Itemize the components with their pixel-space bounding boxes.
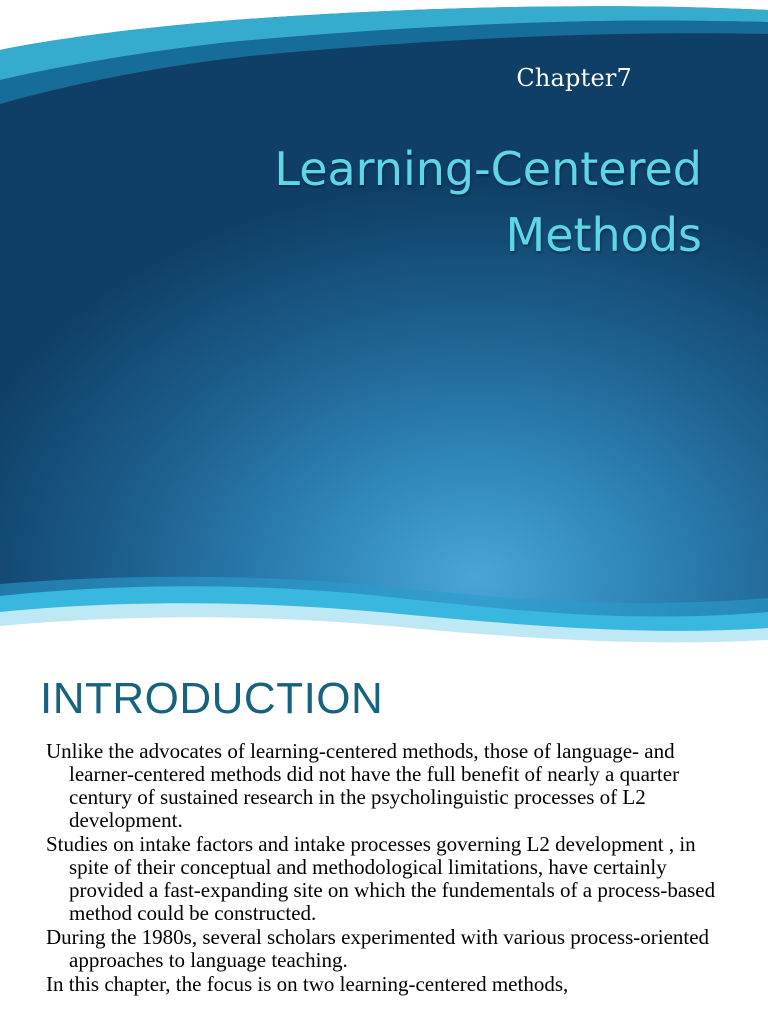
slide-title	[102, 136, 702, 268]
bullet-list	[46, 740, 726, 997]
bullet-item: Unlike the advocates of learning-centered methods, those of language- and learner-centered methods did not have the full benefit of nearly a quarter century of sustained research in the psycholinguistic processes of L2 development.	[46, 739, 680, 832]
slide-title-line-2: Methods	[505, 208, 702, 262]
introduction-slide	[0, 656, 768, 1024]
bullet-item: Studies on intake factors and intake processes governing L2 development , in spite of their conceptual and methodological limitations, have certainly provided a fast-expanding site on which the fundementals of a process-based method could be constructed.	[46, 832, 716, 925]
bullet-item: During the 1980s, several scholars experimented with various process-oriented approaches to language teaching.	[46, 925, 710, 972]
introduction-heading: INTRODUCTION	[40, 674, 384, 723]
slide-title-line-1: Learning-Centered	[274, 142, 702, 196]
bullet-item: In this chapter, the focus is on two learning-centered methods,	[46, 972, 569, 996]
chapter-label: Chapter7	[516, 64, 632, 92]
